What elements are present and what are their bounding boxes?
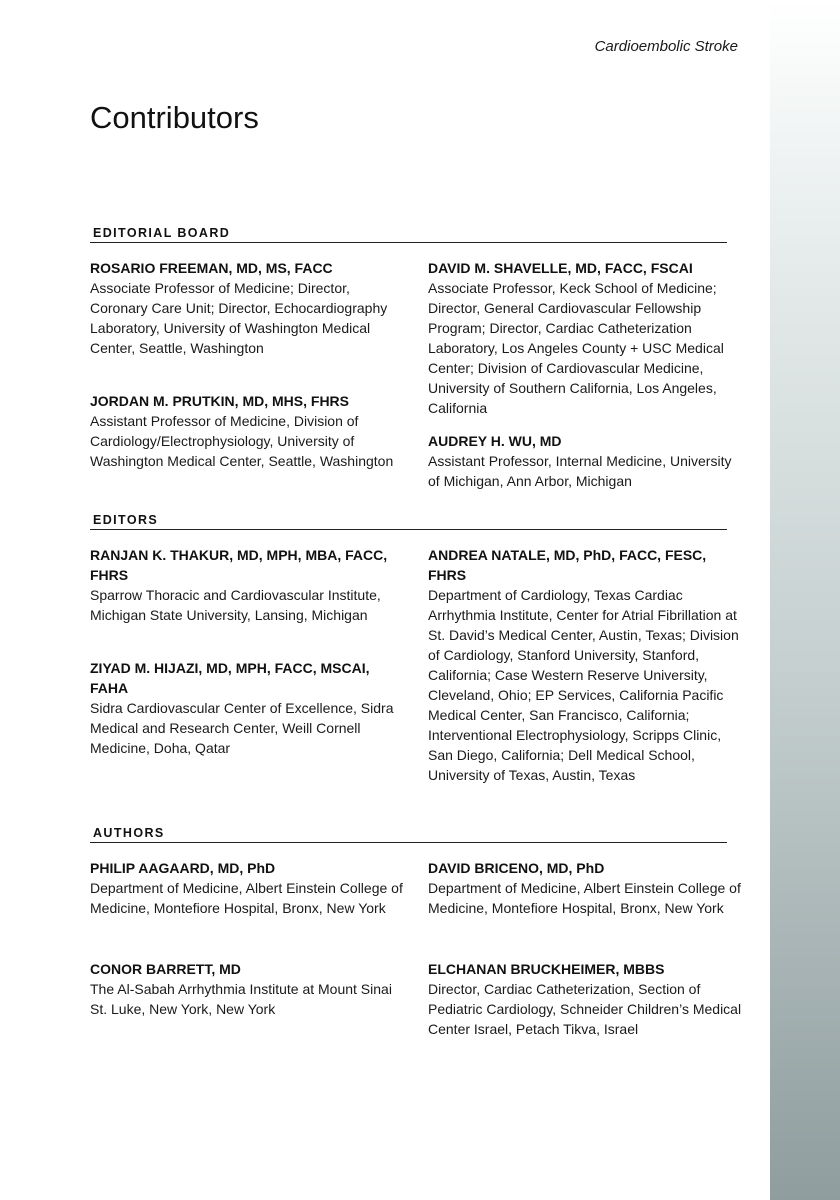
contributor-affiliation: Sparrow Thoracic and Cardiovascular Institute, Michigan State University, Lansing, Michigan: [90, 587, 381, 623]
section-heading-editors: EDITORS: [90, 513, 727, 530]
contributor-name: ELCHANAN BRUCKHEIMER, MBBS: [428, 961, 665, 977]
contributor-entry: [428, 258, 743, 418]
contributor-name: PHILIP AAGAARD, MD, PhD: [90, 860, 276, 876]
contributor-entry: [90, 391, 410, 471]
contributor-name: ANDREA NATALE, MD, PhD, FACC, FESC, FHRS: [428, 547, 707, 583]
running-head: Cardioembolic Stroke: [594, 38, 738, 55]
contributor-affiliation: Department of Cardiology, Texas Cardiac Arrhythmia Institute, Center for Atrial Fibrillation at St. David’s Medical Center, Austin, Texas; Division of Cardiology, Stanford University, Stanford, California; Case Western Reserve University, Cleveland, Ohio; EP Services, California Pacific Medical Center, San Francisco, California; Interventional Electrophysiology, Scripps Clinic, San Diego, California; Dell Medical School, University of Texas, Austin, Texas: [428, 587, 739, 783]
contributor-entry: [90, 545, 410, 625]
contributor-name: JORDAN M. PRUTKIN, MD, MHS, FHRS: [90, 393, 349, 409]
contributor-entry: [90, 658, 410, 758]
contributor-entry: [428, 431, 743, 491]
contributor-entry: [428, 545, 743, 785]
section-heading-editorial-board: EDITORIAL BOARD: [90, 226, 727, 243]
page-title: Contributors: [90, 100, 259, 135]
contributor-name: ZIYAD M. HIJAZI, MD, MPH, FACC, MSCAI, FAHA: [90, 660, 370, 696]
contributor-name: DAVID M. SHAVELLE, MD, FACC, FSCAI: [428, 260, 693, 276]
contributor-affiliation: Associate Professor, Keck School of Medicine; Director, General Cardiovascular Fellowship Program; Director, Cardiac Catheterization Laboratory, Los Angeles County + USC Medical Center; Division of Cardiovascular Medicine, University of Southern California, Los Angeles, California: [428, 280, 724, 416]
contributor-affiliation: Director, Cardiac Catheterization, Section of Pediatric Cardiology, Schneider Children’s Medical Center Israel, Petach Tikva, Israel: [428, 981, 742, 1037]
contributor-name: CONOR BARRETT, MD: [90, 961, 241, 977]
contributor-affiliation: Assistant Professor, Internal Medicine, University of Michigan, Ann Arbor, Michigan: [428, 453, 732, 489]
contributor-affiliation: Assistant Professor of Medicine, Division of Cardiology/Electrophysiology, University of Washington Medical Center, Seattle, Washington: [90, 413, 394, 469]
contributor-name: DAVID BRICENO, MD, PhD: [428, 860, 605, 876]
contributor-entry: [90, 858, 410, 918]
contributor-affiliation: Department of Medicine, Albert Einstein College of Medicine, Montefiore Hospital, Bronx, New York: [90, 880, 403, 916]
contributor-name: ROSARIO FREEMAN, MD, MS, FACC: [90, 260, 333, 276]
contributor-name: AUDREY H. WU, MD: [428, 433, 562, 449]
contributor-affiliation: The Al-Sabah Arrhythmia Institute at Mount Sinai St. Luke, New York, New York: [90, 981, 392, 1017]
contributor-affiliation: Department of Medicine, Albert Einstein College of Medicine, Montefiore Hospital, Bronx, New York: [428, 880, 741, 916]
contributor-entry: [90, 258, 410, 358]
contributor-affiliation: Associate Professor of Medicine; Director, Coronary Care Unit; Director, Echocardiography Laboratory, University of Washington Medical Center, Seattle, Washington: [90, 280, 388, 356]
contributor-affiliation: Sidra Cardiovascular Center of Excellence, Sidra Medical and Research Center, Weill Cornell Medicine, Doha, Qatar: [90, 700, 394, 756]
contributor-entry: [90, 959, 410, 1019]
section-heading-authors: AUTHORS: [90, 826, 727, 843]
side-color-band: [770, 0, 840, 1200]
contributor-entry: [428, 959, 743, 1039]
contributor-entry: [428, 858, 743, 918]
contributor-name: RANJAN K. THAKUR, MD, MPH, MBA, FACC, FHRS: [90, 547, 388, 583]
